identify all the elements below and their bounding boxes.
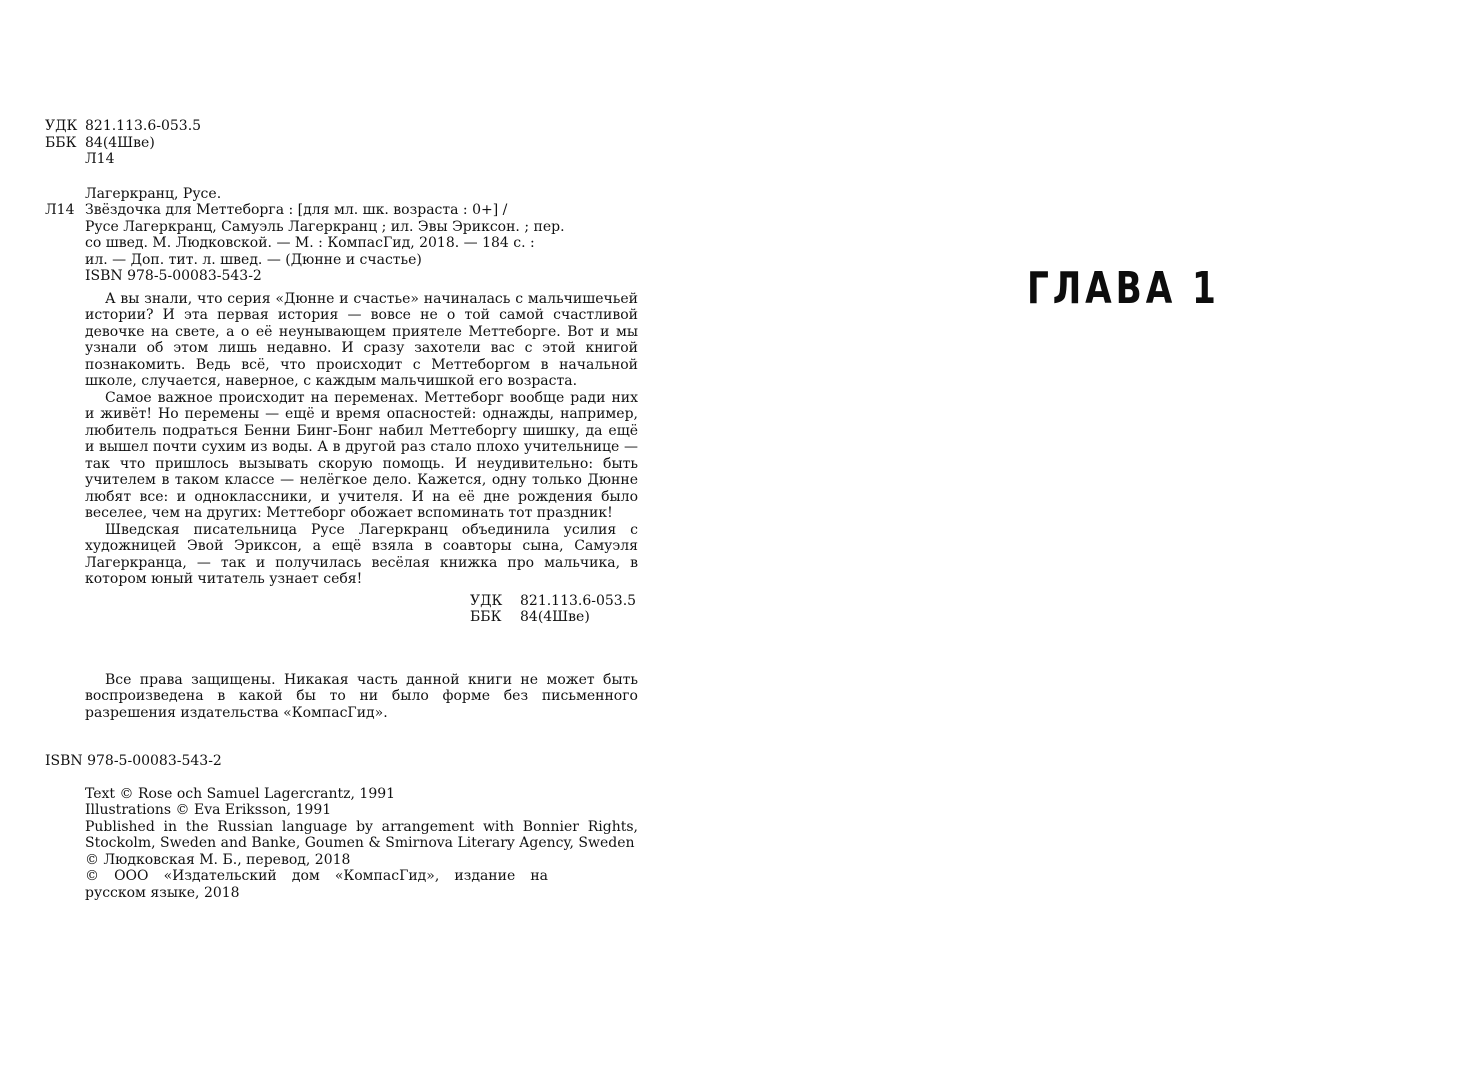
bbk-label: ББК (45, 134, 77, 151)
chapter-page (730, 0, 1461, 1080)
isbn-entry: ISBN 978-5-00083-543-2 (85, 268, 262, 284)
author-mark: Л14 (85, 151, 115, 167)
bbk-label: ББК (470, 609, 502, 625)
entry-line: со швед. М. Людковской. — М. : КомпасГид, 2018. — 184 с. : (85, 235, 535, 251)
annotation-paragraph: Самое важное происходит на переменах. Меттеборг вообще ради них и живёт! Но перемены — ещё и время опасностей: однажды, например, любитель подраться Бенни Бинг-Бонг набил Меттеборгу шишку, да ещё и вышел почти сухим из воды. А в другой раз стало плохо учительнице — так что пришлось вызывать скорую помощь. И неудивительно: быть учителем в таком классе — нелёгкое дело. Кажется, одну только Дюнне любят все: и одноклассники, и учителя. И на её дне рождения было веселее, чем на других: Меттеборг обожает вспоминать тот праздник! (85, 389, 638, 521)
chapter-title: ГЛАВА 1 (1027, 263, 1220, 314)
author-heading: Лагеркранц, Русе. (85, 185, 222, 202)
copyright-line: © Людковская М. Б., перевод, 2018 (85, 851, 351, 868)
udk-label: УДК (470, 592, 503, 609)
udk-row (45, 118, 645, 135)
bbk-row (45, 135, 645, 152)
copyright-line: Published in the Russian language by arrangement with Bonnier Rights, Stockolm, Sweden and Banke, Goumen & Smirnova Literary Agency, Sweden (85, 818, 638, 851)
entry-mark: Л14 (45, 202, 75, 218)
annotation-paragraph: Шведская писательница Русе Лагеркранц объединила усилия с художницей Эвой Эриксон, а ещё взяла в соавторы сына, Самуэля Лагеркранца, — так и получилась весёлая книжка про мальчика, в котором юный читатель узнает себя! (85, 521, 638, 587)
entry-line: Звёздочка для Меттеборга : [для мл. шк. возраста : 0+] / (85, 202, 508, 218)
entry-line: Русе Лагеркранц, Самуэль Лагеркранц ; ил. Эвы Эриксон. ; пер. (85, 218, 565, 235)
bbk-value: 84(4Шве) (85, 134, 155, 151)
annotation (45, 291, 645, 588)
bbk-value: 84(4Шве) (520, 609, 590, 625)
udk-label: УДК (45, 118, 78, 134)
copyright-block (45, 786, 645, 902)
entry-block (45, 202, 645, 285)
copyright-line: Text © Rose och Samuel Lagercrantz, 1991 (85, 785, 396, 802)
udk-value: 821.113.6-053.5 (520, 592, 637, 609)
imprint-page (45, 118, 645, 901)
udk-value: 821.113.6-053.5 (85, 118, 202, 134)
annotation-paragraph: А вы знали, что серия «Дюнне и счастье» начиналась с мальчишечьей истории? И эта первая история — вовсе не о той самой счастливой девочке на свете, а о её неунывающем приятеле Меттеборге. Вот и мы узнали об этом лишь недавно. И сразу захотели вас с этой книгой познакомить. Ведь всё, что происходит с Меттеборгом в начальной школе, случается, наверное, с каждым мальчишкой его возраста. (85, 290, 638, 389)
copyright-line: Illustrations © Eva Eriksson, 1991 (85, 802, 332, 818)
copyright-line: © ООО «Издательский дом «КомпасГид», издание на русском языке, 2018 (85, 868, 548, 901)
codes-bottom (45, 593, 645, 637)
entry-line: ил. — Доп. тит. л. швед. — (Дюнне и счастье) (85, 251, 422, 268)
rights-notice: Все права защищены. Никакая часть данной книги не может быть воспроизведена в какой бы то ни было форме без письменного разрешения издательства «КомпасГид». (85, 671, 638, 721)
isbn-bottom: ISBN 978-5-00083-543-2 (45, 753, 222, 769)
